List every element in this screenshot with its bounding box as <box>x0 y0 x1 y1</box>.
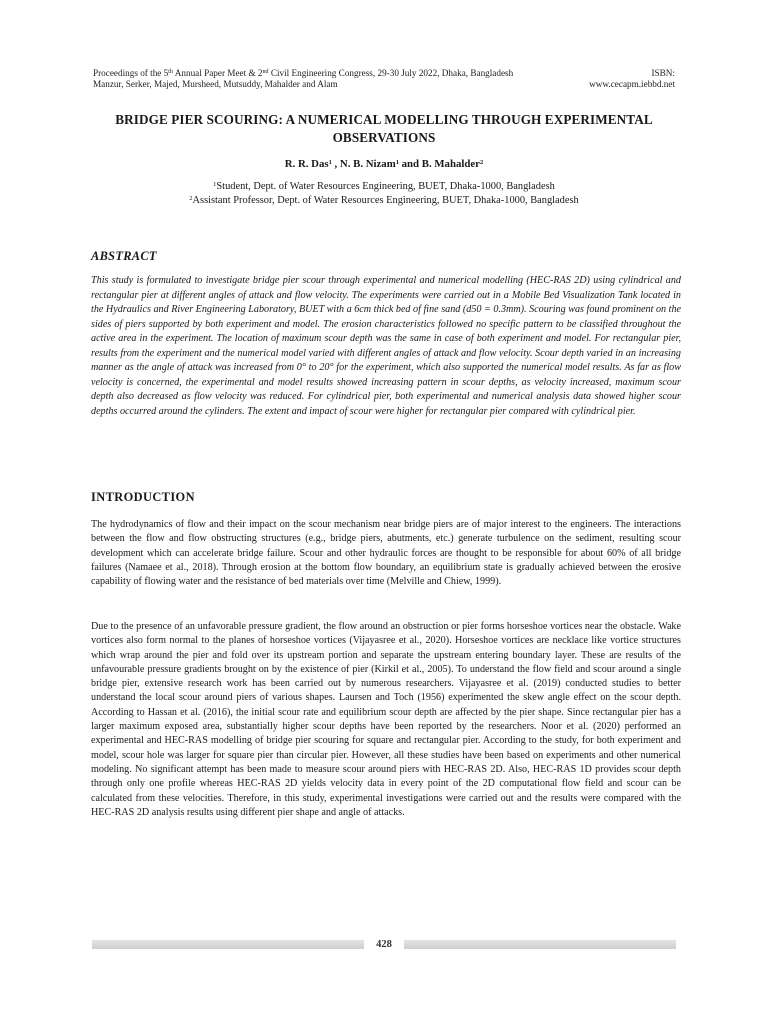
proceedings-citation: Proceedings of the 5th Annual Paper Meet & 2nd Civil Engineering Congress, 29-30 July 2022, Dhaka, Bangladesh <box>93 68 514 78</box>
introduction-paragraph-1: The hydrodynamics of flow and their impact on the scour mechanism near bridge piers are of major interest to the engineers. The interactions between the flow and flow obstructing structures (e.g., bridge piers, abutments, etc.) generate turbulence on the sediment, resulting scour development which can accelerate bridge failure. Scour and other hydraulic forces are thought to be responsible for about 60% of all bridge failures (Namaee et al., 2018). Through erosion at the bottom flow boundary, an equilibrium state is gradually achieved between the erosive capability of flowing water and the resistance of bed materials over time (Melville and Chiew, 1999). <box>91 519 681 588</box>
introduction-paragraph-2: Due to the presence of an unfavorable pressure gradient, the flow around an obstruction or pier forms horseshoe vortices near the obstacle. Wake vortices also form normal to the planes of horseshoe vortices (Vijayasree et al., 2020). Horseshoe vortices are necklace like vortice structures which wrap around the pier and fold over its upstream portion and separate the upstream entering boundary layer. These are results of the unfavourable pressure gradients brought on by the existence of pier (Kirkil et al., 2005). To understand the flow field and scour around a single bridge pier, extensive research work has been carried out by numerous researchers. Vijayasree et al. (2019) conducted studies to better understand the local scour around piers of various shapes. Laursen and Toch (1956) experimented the skew angle effect on the scour depth. According to Hassan et al. (2016), the initial scour rate and equilibrium scour depth are affected by the pier shape. Since rectangular pier has a larger maximum exposed area, substantially higher scour depths have been reported by the researchers. Noor et al. (2020) performed an experimental and HEC-RAS modelling of bridge pier scouring for square and rectangular pier. According to the study, for both experiment and model, scour hole was larger for square pier than circular pier. However, all these studies have been based on experiments and other numerical modeling. No significant attempt has been made to measure scour around piers with HEC-RAS 2D. Also, HEC-RAS 1D provides scour depth through only one profile whereas HEC-RAS 2D yields velocity data in every point of the 2D computational flow field and scour can be calculated from these velocities. Therefore, in this study, experimental investigations were carried out and the results were compared with the HEC-RAS 2D analysis results using different pier shape and angle of attacks. <box>91 621 681 818</box>
affiliation-2: $^2$Assistant Professor, Dept. of Water Resources Engineering, BUET, Dhaka-1000, Bangladesh <box>189 195 579 206</box>
running-header <box>93 68 675 90</box>
page-number: 428 <box>364 937 404 952</box>
conference-website: www.cecapm.iebbd.net <box>589 79 675 89</box>
author-list: R. R. Das$^1$ , N. B. Nizam$^1$ and B. Mahalder$^2$ <box>284 158 484 170</box>
header-line-1 <box>93 68 675 79</box>
isbn-label: ISBN: <box>651 68 675 78</box>
header-line-2 <box>93 79 675 90</box>
editors-list: Manzur, Serker, Majed, Mursheed, Mutsuddy, Mahalder and Alam <box>93 79 338 89</box>
paper-title: BRIDGE PIER SCOURING: A NUMERICAL MODELLING THROUGH EXPERIMENTAL OBSERVATIONS <box>115 112 653 145</box>
abstract-heading: ABSTRACT <box>91 249 157 263</box>
introduction-heading: INTRODUCTION <box>91 490 195 504</box>
abstract-body: This study is formulated to investigate bridge pier scour through experimental and numerical modelling (HEC-RAS 2D) using cylindrical and rectangular pier at different angles of attack and flow velocity. The experiments were carried out in a Mobile Bed Visualization Tank located in the Hydraulics and River Engineering Laboratory, BUET with a 6cm thick bed of fine sand (d50 = 0.3mm). Scouring was found prominent on the sides of piers supported by both experiment and model. The erosion characteristics followed no specific pattern to be classified throughout the active area in the experiment. The location of maximum scour depth was the same in case of both experiment and model. For rectangular pier, results from the experiment and the numerical model varied with different angles of attack and flow velocity. Scour depth varied in an increasing manner as the angle of attack was increased from 0° to 20° for the experiment, which also supported the numerical model results. As far as flow velocity is concerned, the experimental and model results showed increasing pattern in scour depths, as velocity increased, maximum scour depth also decreased as flow velocity was reduced. For cylindrical pier, both experimental and numerical analysis data showed higher scour depths occurred around the cylinders. The extent and impact of scour were higher for rectangular pier compared with cylindrical pier. <box>91 275 681 417</box>
affiliation-1: $^1$Student, Dept. of Water Resources Engineering, BUET, Dhaka-1000, Bangladesh <box>213 181 555 192</box>
